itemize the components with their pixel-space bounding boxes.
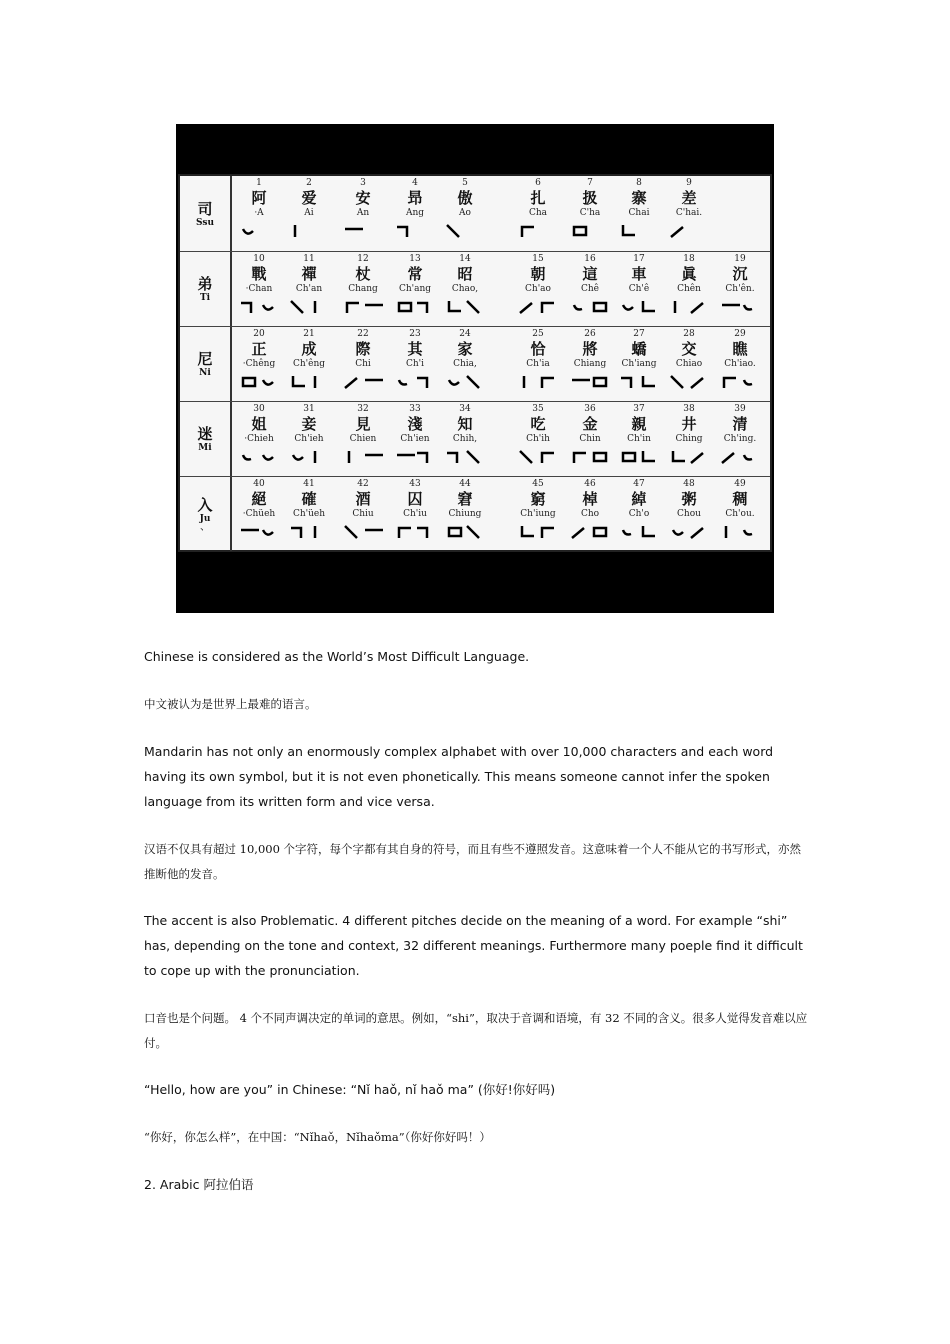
stroke-symbol-icon [343, 299, 383, 315]
cell-romanization: Ch'ieh [294, 434, 324, 444]
cell-romanization: Cho [580, 509, 600, 519]
table-cell [284, 479, 334, 540]
row-label [180, 252, 232, 326]
stroke-symbol-icon [289, 223, 329, 239]
stroke-symbol-icon [395, 374, 435, 390]
paragraph-hello: “Hello, how are you” in Chinese: “Nǐ haǒ, nǐ haǒ ma” (你好!你好吗) [144, 1082, 556, 1097]
cell-number: 19 [734, 254, 746, 264]
cell-character: 眞 [681, 265, 697, 283]
cell-number: 30 [253, 404, 265, 414]
cell-romanization: Ch'ou. [725, 509, 755, 519]
cell-character: 常 [407, 265, 423, 283]
cell-romanization: Chih, [452, 434, 478, 444]
row-label-romanization: Ti [199, 293, 211, 303]
table-cell [565, 254, 615, 315]
cell-character: 昻 [407, 189, 423, 207]
row-label [180, 176, 232, 251]
stroke-symbol-icon [669, 449, 709, 465]
cell-character: 際 [355, 340, 371, 358]
cell-character: 親 [631, 415, 647, 433]
paragraph-accent: The accent is also Problematic. 4 different pitches decide on the meaning of a word. For example “shi” has, depending on the tone and context, 32 different meanings. Furthermore many poeple find it difficult to cope up with the pronunciation. [144, 913, 803, 978]
cell-character: 扱 [582, 189, 598, 207]
section-heading-arabic: 2. Arabic 阿拉伯语 [144, 1177, 254, 1192]
cell-romanization: An [356, 208, 370, 218]
cell-number: 29 [734, 329, 746, 339]
paragraph-hello-zh: “你好，你怎么样”，在中国：“Nǐhaǒ，Nǐhaǒma”（你好你好吗！） [144, 1130, 491, 1144]
cell-number: 44 [459, 479, 471, 489]
cell-romanization: Ch'ang [398, 284, 432, 294]
table-row [180, 326, 770, 401]
cell-character: 杖 [355, 265, 371, 283]
cell-number: 20 [253, 329, 265, 339]
cell-character: 扎 [530, 189, 546, 207]
stroke-symbol-icon [619, 524, 659, 540]
cell-romanization: Ch'ien [400, 434, 430, 444]
cell-romanization: Chê [580, 284, 599, 294]
stroke-symbol-icon [518, 223, 558, 239]
table-cell [565, 479, 615, 540]
cell-number: 47 [633, 479, 645, 489]
stroke-symbol-icon [570, 223, 610, 239]
table-cell [390, 254, 440, 315]
cell-number: 35 [532, 404, 544, 414]
stroke-symbol-icon [669, 223, 709, 239]
stroke-symbol-icon [720, 524, 760, 540]
row-label-char: 弟 [197, 275, 213, 293]
cell-romanization: Ch'ih [526, 434, 550, 444]
stroke-symbol-icon [343, 524, 383, 540]
cell-character: 安 [355, 189, 371, 207]
table-cell [390, 178, 440, 239]
cell-romanization: ·Chan [245, 284, 273, 294]
cell-romanization: Chien [349, 434, 377, 444]
cell-character: 沉 [732, 265, 748, 283]
cell-character: 窘 [457, 490, 473, 508]
cell-number: 27 [633, 329, 645, 339]
paragraph-intro-zh: 中文被认为是世界上最难的语言。 [144, 697, 317, 711]
cell-romanization: Ch'üeh [292, 509, 326, 519]
cell-number: 34 [459, 404, 471, 414]
table-cell [284, 254, 334, 315]
cell-romanization: ·Chieh [244, 434, 274, 444]
table-cell [715, 329, 765, 390]
cell-romanization: Ch'ing. [723, 434, 757, 444]
stroke-symbol-icon [518, 524, 558, 540]
cell-number: 13 [409, 254, 421, 264]
cell-number: 12 [357, 254, 369, 264]
cell-character: 囚 [407, 490, 423, 508]
table-cell [390, 479, 440, 540]
cell-character: 絕 [251, 490, 267, 508]
table-cell [664, 329, 714, 390]
table-cell [513, 329, 563, 390]
stroke-symbol-icon [395, 223, 435, 239]
stroke-symbol-icon [570, 374, 610, 390]
paragraph-alphabet: Mandarin has not only an enormously complex alphabet with over 10,000 characters and each word having its own symbol, but it is not even phonetically. This means someone cannot infer the spoken language from its written form and vice versa. [144, 744, 774, 809]
cell-romanization: Ch'iao. [724, 359, 756, 369]
cell-character: 成 [301, 340, 317, 358]
stroke-symbol-icon [619, 299, 659, 315]
cell-number: 7 [587, 178, 593, 188]
row-label-romanization: Ni [199, 368, 211, 378]
cell-character: 妾 [301, 415, 317, 433]
table-cell [715, 479, 765, 540]
cell-number: 37 [633, 404, 645, 414]
cell-character: 昭 [457, 265, 473, 283]
table-cell [234, 254, 284, 315]
stroke-symbol-icon [343, 449, 383, 465]
table-cell [513, 254, 563, 315]
cell-number: 46 [584, 479, 596, 489]
table-cell [715, 404, 765, 465]
stroke-symbol-icon [619, 374, 659, 390]
cell-romanization: Chiang [573, 359, 607, 369]
cell-number: 25 [532, 329, 544, 339]
stroke-symbol-icon [239, 449, 279, 465]
character-table [178, 174, 772, 552]
cell-character: 窮 [530, 490, 546, 508]
stroke-symbol-icon [445, 449, 485, 465]
cell-character: 戰 [251, 265, 267, 283]
table-cell [614, 404, 664, 465]
cell-romanization: C'hai. [675, 208, 703, 218]
cell-number: 1 [256, 178, 262, 188]
stroke-symbol-icon [239, 524, 279, 540]
cell-character: 確 [301, 490, 317, 508]
cell-number: 41 [303, 479, 315, 489]
cell-character: 家 [457, 340, 473, 358]
cell-romanization: Ch'an [295, 284, 323, 294]
cell-character: 清 [732, 415, 748, 433]
row-label-romanization: Ju [199, 514, 211, 524]
cell-number: 16 [584, 254, 596, 264]
cell-number: 23 [409, 329, 421, 339]
table-cell [513, 479, 563, 540]
cell-character: 粥 [681, 490, 697, 508]
cell-romanization: Ching [675, 434, 703, 444]
cell-character: 爱 [301, 189, 317, 207]
cell-character: 知 [457, 415, 473, 433]
cell-character: 恰 [530, 340, 546, 358]
stroke-symbol-icon [445, 299, 485, 315]
cell-number: 21 [303, 329, 315, 339]
cell-character: 禪 [301, 265, 317, 283]
row-label [180, 477, 232, 551]
cell-character: 寨 [631, 189, 647, 207]
cell-romanization: Chiung [448, 509, 482, 519]
cell-character: 見 [355, 415, 371, 433]
table-cell [513, 178, 563, 239]
cell-number: 9 [686, 178, 692, 188]
row-label-char: 司 [197, 199, 213, 218]
table-cell [614, 254, 664, 315]
cell-romanization: Chên [677, 284, 701, 294]
cell-romanization: Chia, [453, 359, 477, 369]
stroke-symbol-icon [343, 374, 383, 390]
cell-number: 36 [584, 404, 596, 414]
cell-romanization: Cha [528, 208, 548, 218]
cell-romanization: Ch'o [628, 509, 650, 519]
table-row [180, 176, 770, 251]
stroke-symbol-icon [289, 524, 329, 540]
cell-number: 14 [459, 254, 471, 264]
cell-romanization: Ch'êng [292, 359, 326, 369]
table-cell [338, 178, 388, 239]
cell-romanization: Chang [348, 284, 378, 294]
table-cell [664, 404, 714, 465]
cell-romanization: C'ha [579, 208, 601, 218]
stroke-symbol-icon [395, 524, 435, 540]
cell-number: 10 [253, 254, 265, 264]
cell-romanization: Chiao [675, 359, 703, 369]
cell-romanization: Ch'iu [403, 509, 427, 519]
stroke-symbol-icon [445, 223, 485, 239]
row-label [180, 327, 232, 401]
cell-romanization: ·Chüeh [242, 509, 276, 519]
paragraph-intro: Chinese is considered as the World’s Most Difficult Language. [144, 649, 530, 664]
cell-character: 金 [582, 415, 598, 433]
cell-romanization: Ch'in [627, 434, 651, 444]
row-label-mark: 、 [200, 522, 210, 533]
table-cell [614, 329, 664, 390]
cell-romanization: Ao [459, 208, 471, 218]
stroke-symbol-icon [570, 524, 610, 540]
cell-character: 綽 [631, 490, 647, 508]
stroke-symbol-icon [239, 374, 279, 390]
cell-romanization: Ch'iang [621, 359, 657, 369]
table-cell [338, 404, 388, 465]
cell-character: 瞧 [732, 340, 748, 358]
table-cell [565, 178, 615, 239]
cell-number: 45 [532, 479, 544, 489]
stroke-symbol-icon [720, 374, 760, 390]
table-cell [565, 329, 615, 390]
cell-number: 39 [734, 404, 746, 414]
cell-character: 姐 [251, 415, 267, 433]
cell-number: 5 [462, 178, 468, 188]
cell-number: 22 [357, 329, 369, 339]
cell-number: 43 [409, 479, 421, 489]
cell-character: 稠 [732, 490, 748, 508]
table-cell [440, 479, 490, 540]
cell-character: 淺 [407, 415, 423, 433]
table-cell [284, 404, 334, 465]
paragraph-accent-zh: 口音也是个问题。 4 个不同声调决定的单词的意思。例如，“shi”，取决于音调和语境，有 32 不同的含义。很多人觉得发音难以应付。 [144, 1011, 808, 1050]
cell-number: 38 [683, 404, 695, 414]
cell-romanization: ·A [254, 208, 264, 218]
cell-romanization: ·Chêng [242, 359, 276, 369]
row-label-char: 尼 [197, 350, 213, 368]
cell-number: 31 [303, 404, 315, 414]
cell-number: 49 [734, 479, 746, 489]
table-cell [234, 404, 284, 465]
table-cell [284, 178, 334, 239]
stroke-symbol-icon [518, 374, 558, 390]
stroke-symbol-icon [395, 449, 435, 465]
table-cell [664, 178, 714, 239]
stroke-symbol-icon [395, 299, 435, 315]
cell-romanization: Ch'ên. [725, 284, 755, 294]
stroke-symbol-icon [445, 374, 485, 390]
table-cell [664, 479, 714, 540]
chinese-character-chart-image [176, 124, 774, 613]
table-row [180, 401, 770, 476]
cell-character: 傲 [457, 189, 473, 207]
table-cell [440, 178, 490, 239]
cell-number: 15 [532, 254, 544, 264]
cell-romanization: Ch'ao [525, 284, 551, 294]
table-row [180, 476, 770, 551]
stroke-symbol-icon [518, 299, 558, 315]
cell-number: 26 [584, 329, 596, 339]
table-cell [664, 254, 714, 315]
stroke-symbol-icon [570, 449, 610, 465]
row-label-romanization: Ssu [195, 217, 215, 228]
cell-romanization: Chin [579, 434, 601, 444]
stroke-symbol-icon [239, 299, 279, 315]
table-cell [715, 254, 765, 315]
row-label-char: 迷 [197, 425, 213, 443]
cell-number: 6 [535, 178, 541, 188]
cell-number: 28 [683, 329, 695, 339]
cell-character: 正 [251, 340, 267, 358]
stroke-symbol-icon [619, 223, 659, 239]
cell-character: 將 [582, 340, 598, 358]
stroke-symbol-icon [720, 299, 760, 315]
cell-character: 蟜 [631, 340, 647, 358]
table-cell [390, 404, 440, 465]
stroke-symbol-icon [289, 299, 329, 315]
cell-romanization: Ang [405, 208, 425, 218]
stroke-symbol-icon [619, 449, 659, 465]
cell-character: 阿 [251, 189, 267, 207]
row-label-romanization: Mi [198, 443, 212, 453]
cell-number: 11 [303, 254, 315, 264]
row-label [180, 402, 232, 476]
cell-romanization: Chao, [451, 284, 479, 294]
table-cell [390, 329, 440, 390]
stroke-symbol-icon [669, 524, 709, 540]
cell-number: 18 [683, 254, 695, 264]
stroke-symbol-icon [570, 299, 610, 315]
cell-romanization: Ch'i [405, 359, 425, 369]
table-cell [234, 479, 284, 540]
cell-character: 酒 [355, 490, 371, 508]
table-cell [440, 254, 490, 315]
cell-number: 24 [459, 329, 471, 339]
table-cell [284, 329, 334, 390]
cell-number: 17 [633, 254, 645, 264]
cell-character: 井 [681, 415, 697, 433]
table-cell [338, 254, 388, 315]
cell-character: 吃 [530, 415, 546, 433]
cell-number: 32 [357, 404, 369, 414]
table-cell [513, 404, 563, 465]
cell-number: 8 [636, 178, 642, 188]
row-label-char: 入 [197, 496, 213, 514]
cell-romanization: Chiu [352, 509, 374, 519]
cell-number: 33 [409, 404, 421, 414]
cell-romanization: Chai [628, 208, 650, 218]
cell-number: 40 [253, 479, 265, 489]
cell-romanization: Ch'ê [628, 284, 650, 294]
cell-romanization: Ch'iung [520, 509, 556, 519]
stroke-symbol-icon [669, 299, 709, 315]
table-cell [440, 404, 490, 465]
table-cell [614, 178, 664, 239]
stroke-symbol-icon [289, 374, 329, 390]
stroke-symbol-icon [669, 374, 709, 390]
cell-romanization: Ch'ia [526, 359, 550, 369]
cell-character: 這 [582, 265, 598, 283]
stroke-symbol-icon [445, 524, 485, 540]
stroke-symbol-icon [518, 449, 558, 465]
table-cell [614, 479, 664, 540]
stroke-symbol-icon [239, 223, 279, 239]
cell-character: 交 [681, 340, 697, 358]
cell-character: 朝 [530, 265, 546, 283]
cell-character: 車 [631, 265, 647, 283]
cell-character: 棹 [582, 490, 598, 508]
stroke-symbol-icon [720, 449, 760, 465]
cell-number: 4 [412, 178, 418, 188]
stroke-symbol-icon [343, 223, 383, 239]
cell-number: 42 [357, 479, 369, 489]
cell-character: 差 [681, 189, 697, 207]
cell-romanization: Chi [355, 359, 371, 369]
cell-number: 2 [306, 178, 312, 188]
table-cell [234, 329, 284, 390]
table-cell [338, 479, 388, 540]
table-cell [338, 329, 388, 390]
stroke-symbol-icon [289, 449, 329, 465]
table-cell [565, 404, 615, 465]
table-cell [234, 178, 284, 239]
paragraph-alphabet-zh: 汉语不仅具有超过 10,000 个字符，每个字都有其自身的符号，而且有些不遵照发音。这意味着一个人不能从它的书写形式，亦然推断他的发音。 [144, 842, 802, 881]
table-row [180, 251, 770, 326]
table-cell [440, 329, 490, 390]
cell-romanization: Chou [677, 509, 701, 519]
cell-romanization: Ai [304, 208, 314, 218]
cell-character: 其 [407, 340, 423, 358]
cell-number: 3 [360, 178, 366, 188]
cell-number: 48 [683, 479, 695, 489]
